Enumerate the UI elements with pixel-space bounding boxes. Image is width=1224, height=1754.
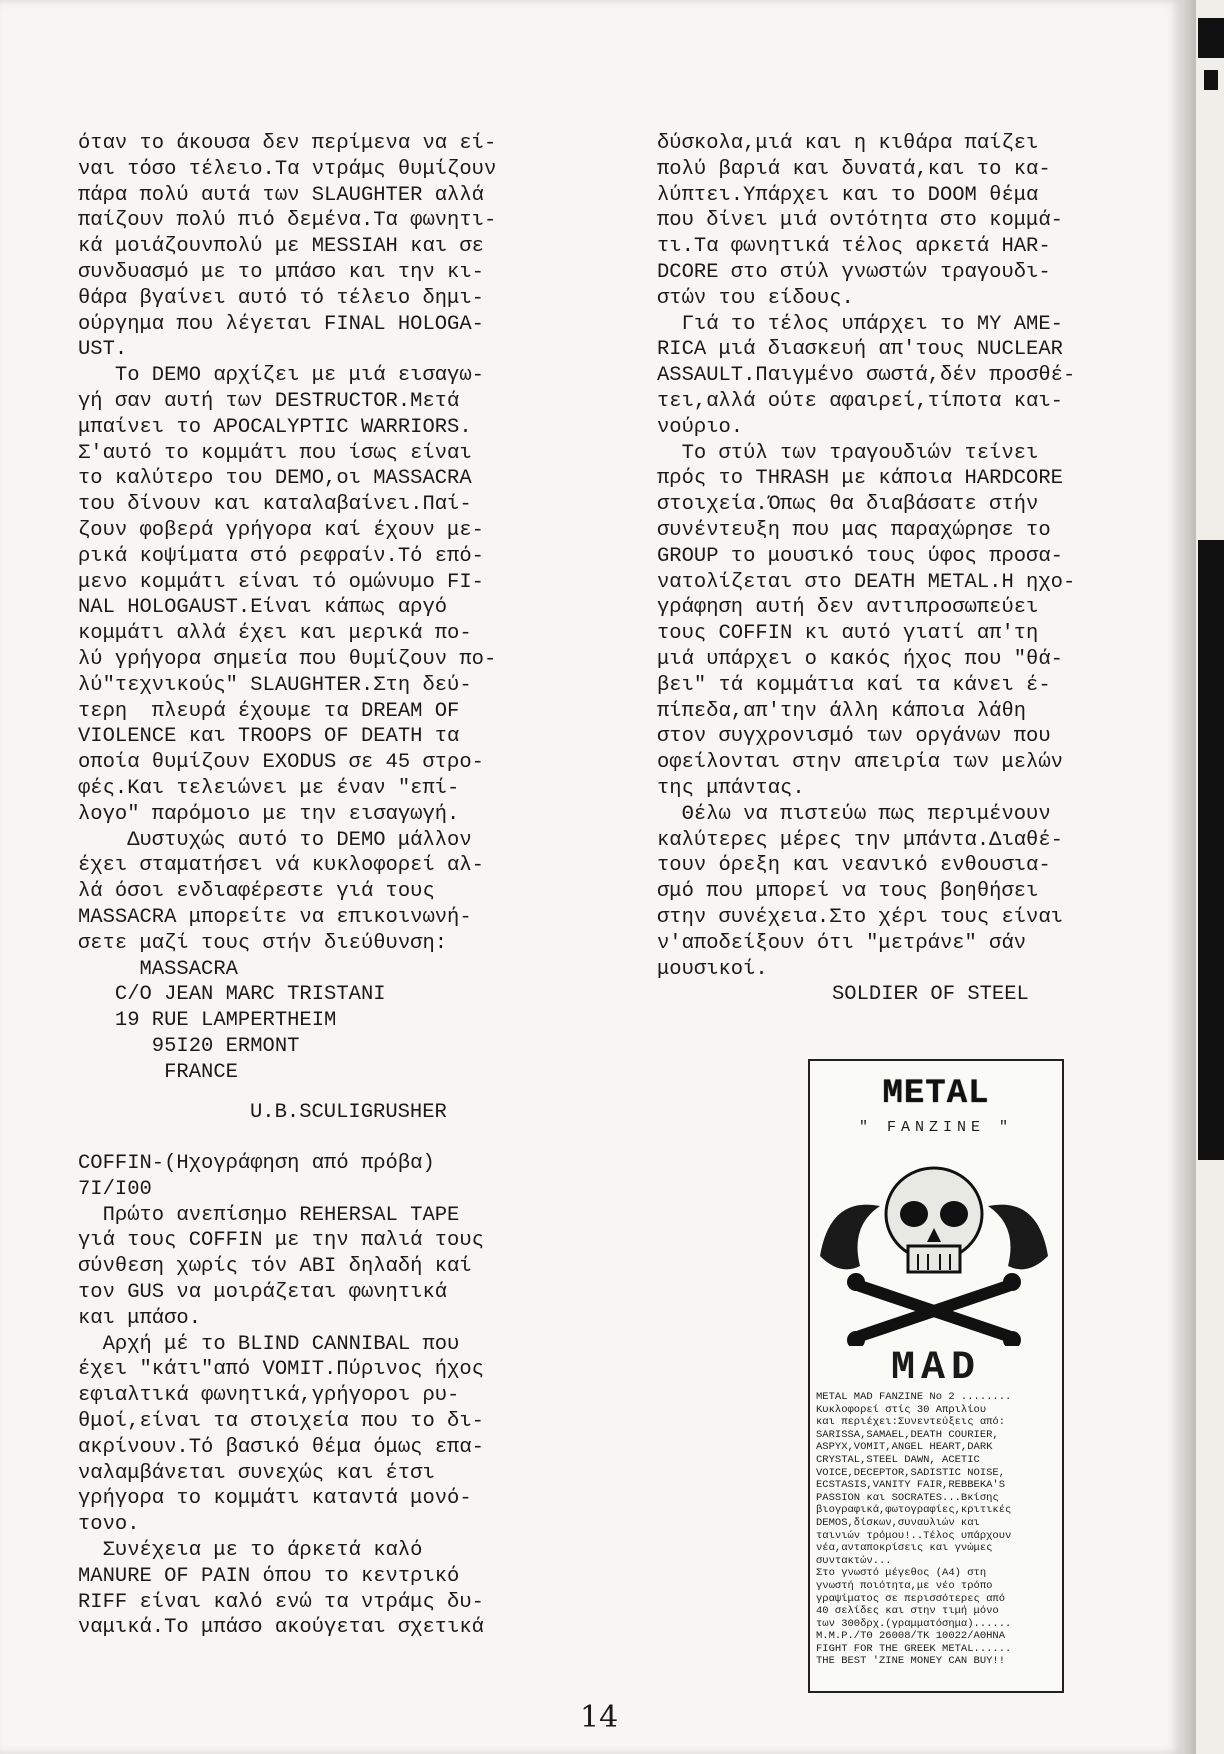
text-line: τει,αλλά ούτε αφαιρεί,τίποτα και- [657, 389, 1063, 413]
text-line: στην συνέχεια.Στο χέρι τους είναι [657, 905, 1063, 929]
text-line: MASSACRA [78, 957, 238, 981]
ad-text-line: και περιέχει:Συνεντεύξεις από: [816, 1416, 1006, 1429]
text-line: μενο κομμάτι είναι τό ομώνυμο FI- [78, 570, 484, 594]
ad-text-line: FIGHT FOR THE GREEK METAL...... [816, 1642, 1012, 1655]
ad-description [810, 1391, 1062, 1668]
text-line: λύ γρήγορα σημεία που θυμίζουν πο- [78, 647, 497, 671]
text-line: Σ'αυτό το κομμάτι που ίσως είναι [78, 441, 472, 465]
fanzine-advertisement [808, 1059, 1064, 1693]
ad-text-line: METAL MAD FANZINE No 2 ........ [816, 1391, 1012, 1403]
text-line: ούργημα που λέγεται FINAL HOLOGA- [78, 312, 484, 336]
ad-text-line: βιογραφικά,φωτογραφίες,κριτικές [816, 1504, 1012, 1517]
right-column [657, 131, 1177, 982]
ad-title: METAL [882, 1075, 990, 1113]
ad-text-line: γραψίματος σε περισσότερες από [816, 1592, 1006, 1605]
text-line: VIOLENCE και TROOPS OF DEATH τα [78, 725, 460, 749]
right-signature: SOLDIER OF STEEL [832, 983, 1029, 1006]
ad-text-line: M.M.P./TΘ 26008/ΤΚ 10022/ΑΘΗΝΑ [816, 1630, 1006, 1643]
text-line: Γιά το τέλος υπάρχει το MY AME- [657, 312, 1063, 336]
skull-crossbones-icon [810, 1136, 1058, 1346]
ad-text-line: συντακτών... [816, 1554, 892, 1567]
text-line: μιά υπάρχει ο κακός ήχος που "θά- [657, 647, 1063, 671]
text-line: καλύτερες μέρες την μπάντα.Διαθέ- [657, 828, 1063, 852]
text-line: GROUP το μουσικό τους ύφος προσα- [657, 544, 1063, 568]
ad-text-line: 40 σελίδες και στην τιμή μόνο [816, 1605, 999, 1618]
left-column [78, 131, 618, 1085]
text-line: γή σαν αυτή των DESTRUCTOR.Μετά [78, 389, 460, 413]
text-line: 19 RUE LAMPERTHEIM [78, 1009, 337, 1033]
text-line: τι.Τα φωνητικά τέλος αρκετά HAR- [657, 235, 1051, 259]
text-line: ναμικά.Το μπάσο ακούγεται σχετικά [78, 1616, 484, 1640]
text-line: της μπάντας. [657, 776, 805, 800]
ad-text-line: νέα,ανταποκρίσεις και γνώμες [816, 1542, 993, 1555]
ad-text-line: THE BEST 'ZINE MONEY CAN BUY!! [816, 1655, 1006, 1668]
text-line: λύπτει.Υπάρχει και το DOOM θέμα [657, 183, 1039, 207]
text-line: λογο" παρόμοιο με την εισαγωγή. [78, 802, 460, 826]
text-line: Θέλω να πιστεύω πως περιμένουν [657, 802, 1051, 826]
text-line: πίπεδα,απ'την άλλη κάποια λάθη [657, 699, 1027, 723]
text-line: έχει σταματήσει νά κυκλοφορεί αλ- [78, 854, 484, 878]
text-line: τον GUS να μοιράζεται φωνητικά [78, 1280, 448, 1304]
text-line: πάρα πολύ αυτά των SLAUGHTER αλλά [78, 183, 484, 207]
text-line: RIFF είναι καλό ενώ τα ντράμς δυ- [78, 1590, 484, 1614]
text-line: λά όσοι ενδιαφέρεστε γιά τους [78, 880, 435, 904]
text-line: C/O JEAN MARC TRISTANI [78, 983, 386, 1007]
text-line: Πρώτο ανεπίσημο REHERSAL TAPE [78, 1203, 460, 1227]
text-line: όταν το άκουσα δεν περίμενα να εί- [78, 132, 497, 155]
text-line: νατολίζεται στο DEATH METAL.Η ηχο- [657, 570, 1076, 594]
left-signature: U.B.SCULIGRUSHER [250, 1101, 447, 1124]
text-line: βει" τά κομμάτια καί τα κάνει έ- [657, 673, 1051, 697]
text-line: πρός το THRASH με κάποια HARDCORE [657, 467, 1063, 491]
ad-text-line: VOICE,DECEPTOR,SADISTIC NOISE, [816, 1466, 1006, 1479]
ad-text-line: ASPYX,VOMIT,ANGEL HEART,DARK [816, 1441, 993, 1454]
text-line: το καλύτερο του DEMO,οι MASSACRA [78, 467, 472, 491]
text-line: φές.Και τελειώνει με έναν "επί- [78, 776, 460, 800]
text-line: εφιαλτικά φωνητικά,γρήγοροι ρυ- [78, 1384, 460, 1408]
ad-text-line: γνωστή ποιότητα,με νέο τρόπο [816, 1579, 993, 1592]
text-line: Το στύλ των τραγουδιών τείνει [657, 441, 1039, 465]
text-line: δύσκολα,μιά και η κιθάρα παίζει [657, 132, 1039, 155]
text-line: μπαίνει το APOCALYPTIC WARRIORS. [78, 415, 472, 439]
text-line: που δίνει μιά οντότητα στο κομμά- [657, 209, 1063, 233]
text-line: τερη πλευρά έχουμε τα DREAM OF [78, 699, 460, 723]
ad-text-line: CRYSTAL,STEEL DAWN, ACETIC [816, 1453, 980, 1466]
text-line: UST. [78, 338, 128, 362]
text-line: κομμάτι αλλά έχει και μερικά πο- [78, 622, 472, 646]
left-column-review-coffin [78, 1151, 618, 1641]
text-line: Το DEMO αρχίζει με μιά εισαγω- [78, 364, 484, 388]
text-line: MASSACRA μπορείτε να επικοινωνή- [78, 905, 472, 929]
text-line: ναι τόσο τέλειο.Τα ντράμς θυμίζουν [78, 157, 497, 181]
text-line: MANURE OF PAIN όπου το κεντρικό [78, 1564, 460, 1588]
text-line: και μπάσο. [78, 1306, 202, 1330]
text-line: τονο. [78, 1513, 140, 1537]
text-line: ακρίνουν.Τό βασικό θέμα όμως επα- [78, 1435, 484, 1459]
text-line: μουσικοί. [657, 957, 768, 981]
ad-text-line: ταινιών τρόμου!..Τέλος υπάρχουν [816, 1529, 1012, 1542]
text-line: στοιχεία.Όπως θα διαβάσατε στήν [657, 493, 1039, 517]
ad-text-line: SARISSA,SAMAEL,DEATH COURIER, [816, 1428, 999, 1441]
text-line: τουν όρεξη και νεανικό ενθουσια- [657, 854, 1051, 878]
ad-text-line: ECSTASIS,VANITY FAIR,REBBEKA'S [816, 1479, 1006, 1492]
text-line: γιά τους COFFIN με την παλιά τους [78, 1229, 484, 1253]
text-line: στών του είδους. [657, 286, 854, 310]
text-line: πολύ βαριά και δυνατά,και το κα- [657, 157, 1051, 181]
text-line: παίζουν πολύ πιό δεμένα.Τα φωνητι- [78, 209, 497, 233]
text-line: FRANCE [78, 1060, 238, 1084]
text-line: έχει "κάτι"από VOMIT.Πύρινος ήχος [78, 1358, 484, 1382]
text-line: RICA μιά διασκευή απ'τους NUCLEAR [657, 338, 1063, 362]
text-line: οφείλονται στην απειρία των μελών [657, 751, 1063, 775]
text-line: θάρα βγαίνει αυτό τό τέλειο δημι- [78, 286, 484, 310]
text-line: Αρχή μέ το BLIND CANNIBAL που [78, 1332, 460, 1356]
text-line: ναλαμβάνεται συνεχώς και έτσι [78, 1461, 435, 1485]
text-line: του δίνουν και καταλαβαίνει.Παί- [78, 493, 472, 517]
text-line: οποία θυμίζουν EXODUS σε 45 στρο- [78, 751, 484, 775]
ad-text-line: Κυκλοφορεί στίς 30 Απριλίου [816, 1403, 987, 1416]
text-line: γρήγορα το κομμάτι καταντά μονό- [78, 1487, 472, 1511]
ad-logo: MAD [890, 1346, 981, 1391]
ad-text-line: των 300δρχ.(γραμματόσημα)...... [816, 1617, 1012, 1630]
text-line: NAL HOLOGAUST.Είναι κάπως αργό [78, 596, 448, 620]
page-number: 14 [580, 1700, 619, 1735]
page-edge [1182, 0, 1196, 1754]
text-line: νούριο. [657, 415, 744, 439]
text-line: 7I/I00 [78, 1177, 152, 1201]
text-line: DCORE στο στύλ γνωστών τραγουδι- [657, 260, 1051, 284]
text-line: κά μοιάζουνπολύ με MESSIAH και σε [78, 235, 484, 259]
text-line: λύ"τεχνικούς" SLAUGHTER.Στη δεύ- [78, 673, 472, 697]
ad-subtitle: " FANZINE " [858, 1119, 1014, 1136]
text-line: ν'αποδείξουν ότι "μετράνε" σάν [657, 931, 1027, 955]
text-line: συνέντευξη που μας παραχώρησε το [657, 518, 1051, 542]
text-line: Συνέχεια με το άρκετά καλό [78, 1538, 423, 1562]
adjacent-page-strip [1196, 0, 1224, 1754]
text-line: γράφηση αυτή δεν αντιπροσωπεύει [657, 596, 1039, 620]
text-line: ζουν φοβερά γρήγορα καί έχουν με- [78, 518, 484, 542]
text-line: ASSAULT.Παιγμένο σωστά,δέν προσθέ- [657, 364, 1076, 388]
text-line: τους COFFIN κι αυτό γιατί απ'τη [657, 622, 1039, 646]
text-line: ρικά κοψίματα στό ρεφραίν.Τό επό- [78, 544, 484, 568]
text-line: σετε μαζί τους στήν διεύθυνση: [78, 931, 448, 955]
text-line: θμοί,είναι τα στοιχεία που το δι- [78, 1409, 484, 1433]
text-line: συνδυασμό με το μπάσο και την κι- [78, 260, 484, 284]
ad-text-line: Στο γνωστό μέγεθος (Α4) στη [816, 1567, 987, 1580]
text-line: 95I20 ERMONT [78, 1034, 300, 1058]
ad-text-line: PASSION και SOCRATES...Βκίσης [816, 1491, 999, 1504]
ad-text-line: DEMOS,δίσκων,συναυλιών και [816, 1516, 980, 1529]
text-line: στον συγχρονισμό των οργάνων που [657, 725, 1051, 749]
text-line: Δυστυχώς αυτό το DEMO μάλλον [78, 828, 472, 852]
text-line: COFFIN-(Ηχογράφηση από πρόβα) [78, 1152, 435, 1175]
text-line: σύνθεση χωρίς τόν ABI δηλαδή καί [78, 1255, 472, 1279]
text-line: σμό που μπορεί να τους βοηθήσει [657, 880, 1039, 904]
